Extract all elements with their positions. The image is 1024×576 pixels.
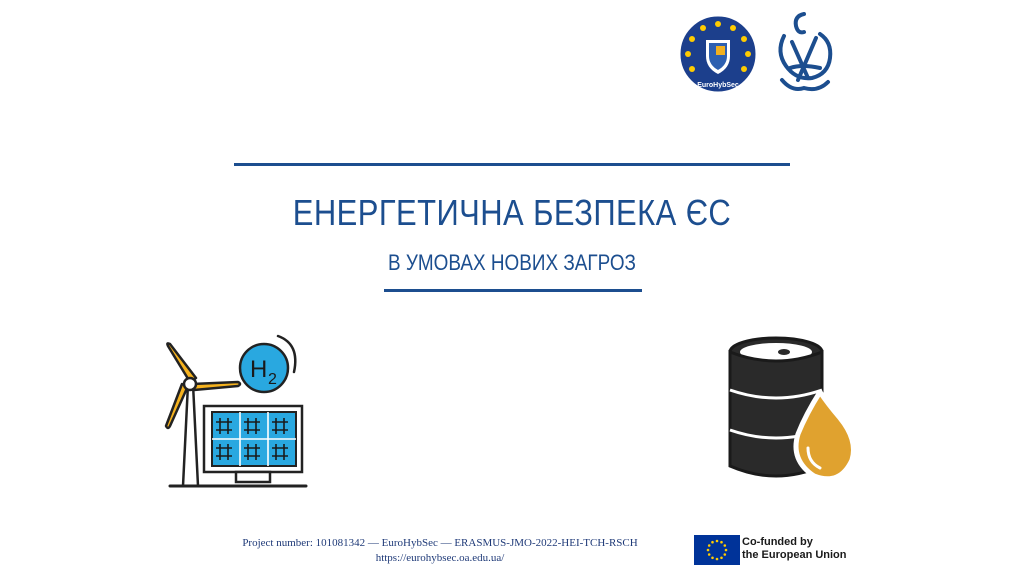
hydrogen-subscript: 2 xyxy=(268,371,277,388)
eurohybsec-logo xyxy=(678,14,758,94)
eu-cofunded-label xyxy=(742,536,847,562)
eu-cofunded-line2: the European Union xyxy=(742,549,847,561)
eu-flag-icon xyxy=(694,535,740,565)
project-number-line: Project number: 101081342 — EuroHybSec — ERASMUS-JMO-2022-HEI-TCH-RSCH xyxy=(242,537,638,549)
renewable-energy-illustration xyxy=(150,326,320,496)
hydrogen-label: H xyxy=(250,356,268,383)
slide-subtitle: В УМОВАХ НОВИХ ЗАГРОЗ xyxy=(388,250,636,275)
logo-left-text: EuroHybSec xyxy=(697,82,739,89)
university-monogram-logo xyxy=(772,8,836,96)
top-divider xyxy=(234,163,790,166)
eu-cofunded-line1: Co-funded by xyxy=(742,536,813,548)
project-url-link[interactable]: https://eurohybsec.oa.edu.ua/ xyxy=(375,552,505,564)
oil-barrel-illustration xyxy=(722,330,862,490)
slide-title: ЕНЕРГЕТИЧНА БЕЗПЕКА ЄС xyxy=(292,192,732,233)
bottom-divider xyxy=(384,289,642,292)
